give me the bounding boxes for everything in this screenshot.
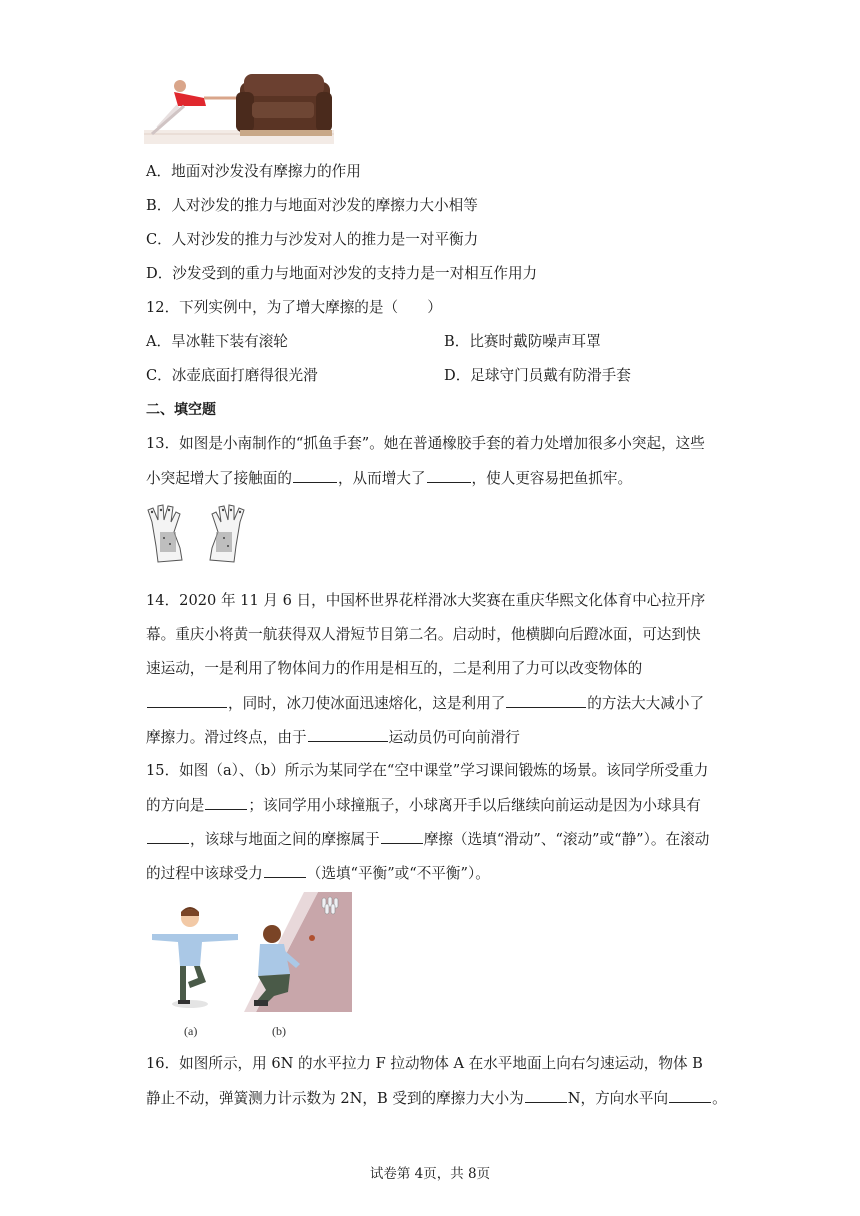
answer-blank[interactable]	[147, 829, 189, 844]
q14-line-5	[146, 727, 520, 748]
answer-blank[interactable]	[381, 829, 423, 844]
q14-line-4	[146, 693, 704, 714]
sofa-push-figure	[144, 72, 334, 144]
q15-text: 摩擦（选填“滑动”、“滚动”或“静”）。在滚动	[423, 831, 710, 848]
answer-blank[interactable]	[293, 468, 337, 483]
q15-text: （选填“平衡”或“不平衡”）。	[306, 865, 490, 882]
q15-line-4	[146, 863, 490, 884]
q14-text: ，同时，冰刀使冰面迅速熔化，这是利用了	[228, 695, 506, 712]
q13-line-2	[146, 468, 632, 489]
q15-line-3	[146, 829, 709, 850]
q11-option-b: B．人对沙发的推力与地面对沙发的摩擦力大小相等	[146, 197, 478, 214]
q16-text: 。	[712, 1090, 727, 1107]
answer-blank[interactable]	[205, 795, 247, 810]
q14-text: 摩擦力。滑过终点，由于	[146, 729, 307, 746]
q15-line-2	[146, 795, 701, 816]
q16-line-2	[146, 1088, 727, 1109]
q13-text: ，从而增大了	[337, 470, 426, 487]
gloves-figure	[144, 502, 248, 564]
q15-line-1: 15．如图（a）、（b）所示为某同学在“空中课堂”学习课间锻炼的场景。该同学所受重力	[146, 762, 709, 779]
figure-b-caption: (b)	[272, 1024, 286, 1038]
figure-a-boy-balancing	[150, 904, 242, 1012]
q15-text: 的过程中该球受力	[146, 865, 263, 882]
answer-blank[interactable]	[525, 1088, 567, 1103]
q14-text: 的方法大大减小了	[587, 695, 705, 712]
q13-text: 小突起增大了接触面的	[146, 470, 292, 487]
answer-blank[interactable]	[427, 468, 471, 483]
figure-b-bowling	[244, 892, 352, 1012]
q13-line-1: 13．如图是小南制作的“抓鱼手套”。她在普通橡胶手套的着力处增加很多小突起，这些	[146, 435, 705, 452]
q15-text: ；该同学用小球撞瓶子，小球离开手以后继续向前运动是因为小球具有	[248, 797, 701, 814]
q12-option-d: D．足球守门员戴有防滑手套	[444, 367, 631, 384]
q12-option-c: C．冰壶底面打磨得很光滑	[146, 367, 318, 384]
q16-text: 静止不动，弹簧测力计示数为 2N，B 受到的摩擦力大小为	[146, 1090, 524, 1107]
q16-text: N，方向水平向	[567, 1090, 669, 1107]
answer-blank[interactable]	[506, 693, 586, 708]
q16-line-1: 16．如图所示，用 6N 的水平拉力 F 拉动物体 A 在水平地面上向右匀速运动，物体 B	[146, 1055, 703, 1072]
q11-option-a: A．地面对沙发没有摩擦力的作用	[146, 163, 361, 180]
q14-line-2: 幕。重庆小将黄一航获得双人滑短节目第二名。启动时，他横脚向后蹬冰面，可达到快	[146, 626, 701, 643]
q12-option-b: B．比赛时戴防噪声耳罩	[444, 333, 601, 350]
answer-blank[interactable]	[308, 727, 388, 742]
q13-text: ，使人更容易把鱼抓牢。	[471, 470, 633, 487]
q12-stem: 12．下列实例中，为了增大摩擦的是（ ）	[146, 299, 442, 316]
figure-a-caption: (a)	[184, 1024, 198, 1038]
q15-text: ，该球与地面之间的摩擦属于	[190, 831, 380, 848]
q15-text: 的方向是	[146, 797, 205, 814]
q14-text: 运动员仍可向前滑行	[388, 729, 520, 746]
q11-option-c: C．人对沙发的推力与沙发对人的推力是一对平衡力	[146, 231, 479, 248]
q14-line-3: 速运动，一是利用了物体间力的作用是相互的，二是利用了力可以改变物体的	[146, 660, 643, 677]
answer-blank[interactable]	[669, 1088, 711, 1103]
q11-option-d: D．沙发受到的重力与地面对沙发的支持力是一对相互作用力	[146, 265, 538, 282]
section-heading: 二、填空题	[146, 402, 216, 418]
q14-line-1: 14．2020 年 11 月 6 日，中国杯世界花样滑冰大奖赛在重庆华熙文化体育中心拉开序	[146, 592, 706, 609]
answer-blank[interactable]	[264, 863, 306, 878]
answer-blank[interactable]	[147, 693, 227, 708]
page-footer: 试卷第 4页，共 8页	[369, 1166, 491, 1182]
q12-option-a: A．旱冰鞋下装有滚轮	[146, 333, 288, 350]
